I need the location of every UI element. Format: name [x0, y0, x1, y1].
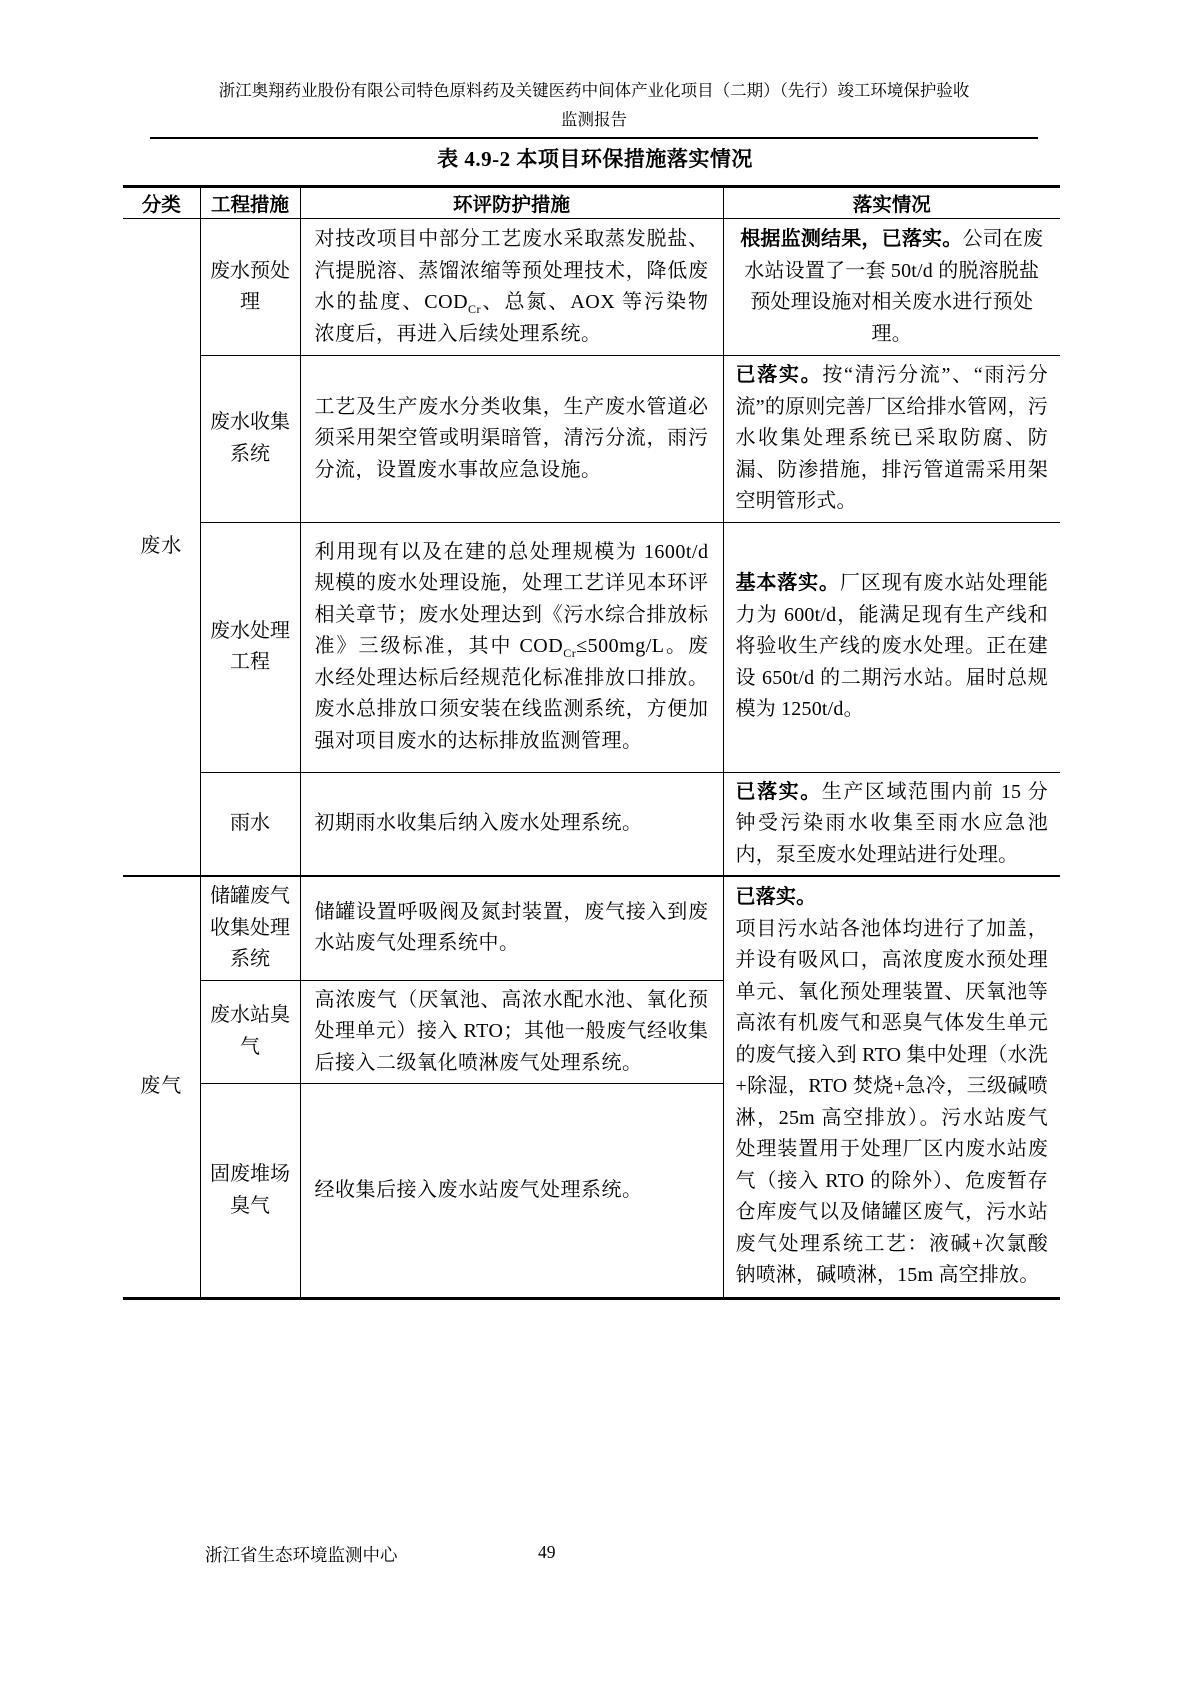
status-lead: 根据监测结果，已落实。 — [740, 228, 963, 250]
measure-name-cell: 雨水 — [200, 772, 300, 876]
eia-measure-cell: 高浓废气（厌氧池、高浓水配水池、氧化预处理单元）接入 RTO；其他一般废气经收集后接入二级氧化喷淋废气处理系统。 — [300, 980, 723, 1084]
measure-name-cell: 废水收集系统 — [200, 356, 300, 523]
cod-subscript: Cr — [468, 302, 482, 316]
column-header-engineering-measure: 工程措施 — [200, 187, 300, 219]
eia-measure-cell: 初期雨水收集后纳入废水处理系统。 — [300, 772, 723, 876]
eia-measure-cell: 储罐设置呼吸阀及氮封装置，废气接入到废水站废气处理系统中。 — [300, 876, 723, 980]
category-cell-wastegas: 废气 — [123, 876, 200, 1299]
page-header — [150, 76, 1038, 139]
eia-measure-cell: 工艺及生产废水分类收集，生产废水管道必须采用架空管或明渠暗管，清污分流，雨污分流，设置废水事故应急设施。 — [300, 356, 723, 523]
page-header-line1: 浙江奥翔药业股份有限公司特色原料药及关键医药中间体产业化项目（二期）（先行）竣工环境保护验收 — [218, 81, 970, 100]
measure-name-cell: 固废堆场臭气 — [200, 1084, 300, 1299]
status-cell — [723, 522, 1060, 772]
eia-measure-cell: 经收集后接入废水站废气处理系统。 — [300, 1084, 723, 1299]
eia-text: 对技改项目中部分工艺废水采取蒸发脱盐、汽提脱溶、蒸馏浓缩等预处理技术，降低废水的盐度、COD — [314, 228, 709, 313]
table-row — [123, 772, 1060, 876]
eia-text: ≤500mg/L。废水经处理达标后经规范化标准排放口排放。废水总排放口须安装在线监测系统，方便加强对项目废水的达标排放监测管理。 — [314, 635, 709, 752]
status-text: 项目污水站各池体均进行了加盖，并设有吸风口，高浓度废水预处理单元、氧化预处理装置、厌氧池等高浓有机废气和恶臭气体发生单元的废气接入到 RTO 集中处理（水洗+除湿，RTO 焚烧+急冷，三级碱喷淋，25m 高空排放）。污水站废气处理装置用于处理厂区内废水站废气（接入 RTO 的除外）、危废暂存仓库废气以及储罐区废气，污水站废气处理系统工艺：液碱+次氯酸钠喷淋，碱喷淋，15m 高空排放。 — [735, 917, 1048, 1287]
footer-organization: 浙江省生态环境监测中心 — [205, 1545, 398, 1565]
measure-name-cell: 废水处理工程 — [200, 522, 300, 772]
eia-text: 利用现有以及在建的总处理规模为 1600t/d 规模的废水处理设施，处理工艺详见本环评相关章节；废水处理达到《污水综合排放标准》三级标准，其中 COD — [314, 540, 709, 658]
table-row — [123, 356, 1060, 523]
status-cell — [723, 772, 1060, 876]
page-number: 49 — [538, 1542, 556, 1562]
column-header-eia-measure: 环评防护措施 — [300, 187, 723, 219]
status-text: 公司在废水站设置了一套 50t/d 的脱溶脱盐预处理设施对相关废水进行预处理。 — [744, 228, 1044, 345]
status-text: 生产区域范围内前 15 分钟受污染雨水收集至雨水应急池内，泵至废水处理站进行处理。 — [735, 780, 1048, 866]
measures-table — [123, 185, 1060, 1300]
table-row — [123, 219, 1060, 356]
column-header-category: 分类 — [123, 187, 200, 219]
status-cell-merged — [723, 876, 1060, 1299]
status-text: 按“清污分流”、“雨污分流”的原则完善厂区给排水管网，污水收集处理系统已采取防腐、防漏、防渗措施，排污管道需采用架空明管形式。 — [735, 364, 1048, 512]
table-row — [123, 876, 1060, 980]
category-cell-wastewater: 废水 — [123, 219, 200, 877]
page-header-line2: 监测报告 — [561, 110, 627, 129]
eia-measure-cell — [300, 522, 723, 772]
measure-name-cell: 废水预处理 — [200, 219, 300, 356]
status-cell — [723, 219, 1060, 356]
measure-name-cell: 储罐废气收集处理系统 — [200, 876, 300, 980]
eia-measure-cell — [300, 219, 723, 356]
status-lead: 基本落实。 — [735, 572, 840, 595]
status-lead: 已落实。 — [735, 364, 823, 386]
cod-subscript: Cr — [563, 646, 577, 661]
column-header-implementation: 落实情况 — [723, 187, 1060, 219]
table-title: 表 4.9-2 本项目环保措施落实情况 — [437, 147, 753, 171]
table-row — [123, 522, 1060, 772]
status-text: 厂区现有废水站处理能力为 600t/d，能满足现有生产线和将验收生产线的废水处理。正在建设 650t/d 的二期污水站。届时总规模为 1250t/d。 — [735, 572, 1049, 721]
status-lead: 已落实。 — [735, 886, 817, 909]
eia-text: 、总氮、AOX 等污染物浓度后，再进入后续处理系统。 — [314, 291, 709, 345]
measure-name-cell: 废水站臭气 — [200, 980, 300, 1084]
status-cell — [723, 356, 1060, 523]
status-lead: 已落实。 — [735, 780, 822, 803]
table-header-row — [123, 187, 1060, 219]
